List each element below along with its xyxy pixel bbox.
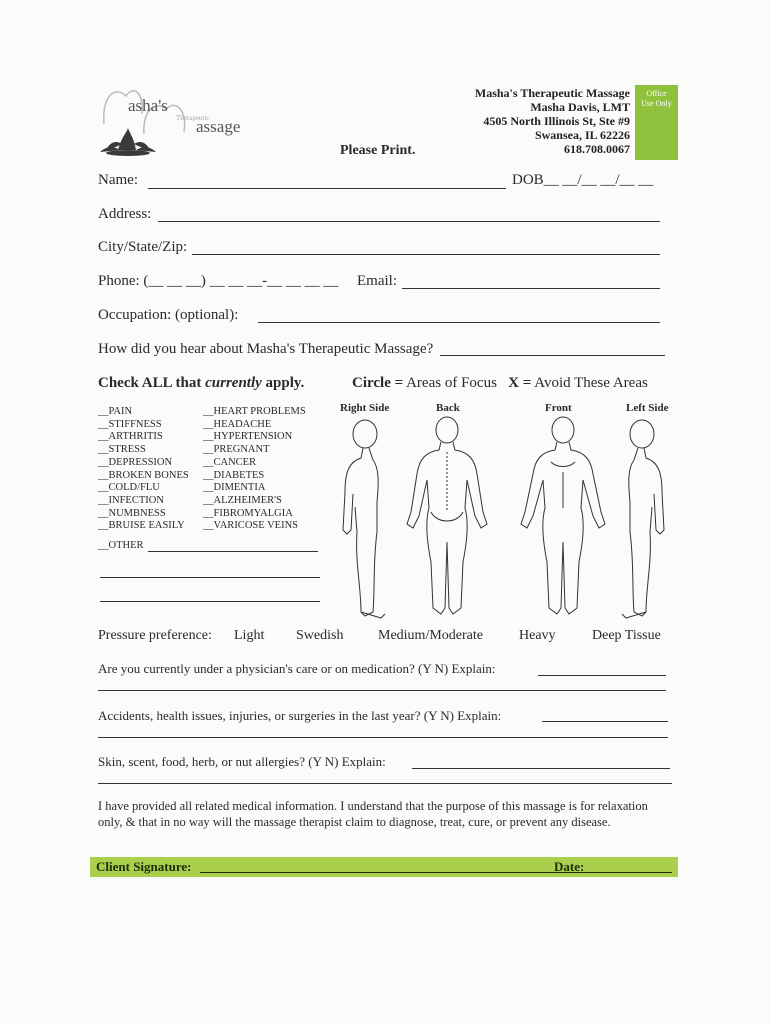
x-key: X = xyxy=(508,375,532,391)
body-left-side[interactable] xyxy=(622,420,664,618)
allergies-explain-field[interactable] xyxy=(412,768,670,769)
business-info xyxy=(475,86,630,156)
pressure-heavy[interactable]: Heavy xyxy=(519,628,556,643)
business-name: Masha's Therapeutic Massage xyxy=(474,86,630,100)
dob-field[interactable]: DOB__ __/__ __/__ __ xyxy=(512,172,654,188)
condition-item[interactable]: __PREGNANT xyxy=(203,444,270,456)
check-title-pre: Check ALL that xyxy=(98,375,206,391)
office-line2: Use Only xyxy=(641,99,672,108)
pressure-label: Pressure preference: xyxy=(98,628,212,643)
office-use-box xyxy=(635,85,678,160)
check-title xyxy=(98,375,304,392)
allergies-explain-line2[interactable] xyxy=(98,783,672,784)
email-field[interactable] xyxy=(402,288,660,289)
address-field[interactable] xyxy=(158,221,660,222)
other-field[interactable] xyxy=(148,551,318,552)
condition-item[interactable]: __DIMENTIA xyxy=(203,482,266,494)
body-diagrams[interactable] xyxy=(325,412,680,622)
hear-label: How did you hear about Masha's Therapeutic Massage? xyxy=(98,341,434,357)
pressure-medium[interactable]: Medium/Moderate xyxy=(378,628,483,643)
condition-item[interactable]: __VARICOSE VEINS xyxy=(203,520,299,532)
focus-legend xyxy=(352,375,648,392)
conditions-col2 xyxy=(203,406,306,533)
signature-label: Client Signature: xyxy=(96,859,192,874)
condition-item[interactable]: __CANCER xyxy=(203,456,257,468)
body-back[interactable] xyxy=(407,417,487,614)
x-text: Avoid These Areas xyxy=(531,375,648,391)
circle-key: Circle = xyxy=(352,375,404,391)
body-right-side[interactable] xyxy=(343,420,385,618)
other-label: __OTHER xyxy=(98,540,144,551)
condition-item[interactable]: __BRUISE EASILY xyxy=(98,520,185,532)
office-line1: Office xyxy=(646,89,667,98)
logo-line1: asha's xyxy=(128,96,168,115)
condition-item[interactable]: __HEART PROBLEMS xyxy=(203,406,306,417)
logo-small: Therapeutic xyxy=(176,114,210,122)
business-owner: Masha Davis, LMT xyxy=(530,100,630,114)
physician-explain-line2[interactable] xyxy=(98,690,666,691)
condition-item[interactable]: __STRESS xyxy=(98,444,146,456)
view-label-left: Left Side xyxy=(626,402,669,414)
view-label-right: Right Side xyxy=(340,402,390,414)
check-title-post: apply. xyxy=(261,375,305,391)
condition-item[interactable]: __PAIN xyxy=(98,406,133,417)
please-print: Please Print. xyxy=(340,143,416,158)
condition-item[interactable]: __HYPERTENSION xyxy=(203,431,293,443)
business-street: 4505 North Illinois St, Ste #9 xyxy=(483,114,630,128)
logo-graphic xyxy=(96,84,266,164)
condition-item[interactable]: __STIFFNESS xyxy=(98,418,162,430)
email-label: Email: xyxy=(357,273,397,289)
occupation-label: Occupation: (optional): xyxy=(98,307,239,323)
date-label: Date: xyxy=(554,859,585,874)
other-line-2[interactable] xyxy=(100,577,320,578)
condition-item[interactable]: __BROKEN BONES xyxy=(98,469,189,481)
name-field[interactable] xyxy=(148,188,506,189)
condition-item[interactable]: __DEPRESSION xyxy=(98,456,173,468)
view-label-back: Back xyxy=(436,402,460,414)
signature-bar xyxy=(90,857,678,877)
city-field[interactable] xyxy=(192,254,660,255)
occupation-field[interactable] xyxy=(258,322,660,323)
condition-item[interactable]: __NUMBNESS xyxy=(98,507,166,519)
logo xyxy=(96,84,266,164)
conditions-col1 xyxy=(98,406,189,533)
pressure-swedish[interactable]: Swedish xyxy=(296,628,344,643)
question-accidents: Accidents, health issues, injuries, or surgeries in the last year? (Y N) Explain: xyxy=(98,708,502,723)
condition-item[interactable]: __HEADACHE xyxy=(203,418,272,430)
date-field[interactable] xyxy=(590,872,672,873)
business-phone: 618.708.0067 xyxy=(564,142,630,156)
accidents-explain-field[interactable] xyxy=(542,721,668,722)
body-front[interactable] xyxy=(521,417,605,614)
condition-item[interactable]: __ARTHRITIS xyxy=(98,431,163,443)
question-allergies: Skin, scent, food, herb, or nut allergies? (Y N) Explain: xyxy=(98,754,386,769)
physician-explain-field[interactable] xyxy=(538,675,666,676)
logo-line2: assage xyxy=(196,117,241,136)
pressure-deep-tissue[interactable]: Deep Tissue xyxy=(592,628,661,643)
condition-item[interactable]: __ALZHEIMER'S xyxy=(203,494,282,506)
name-label: Name: xyxy=(98,172,138,188)
phone-field[interactable]: Phone: (__ __ __) __ __ __-__ __ __ __ xyxy=(98,273,339,289)
business-city: Swansea, IL 62226 xyxy=(534,128,630,142)
check-title-em: currently xyxy=(205,375,262,391)
lotus-icon xyxy=(100,128,156,156)
circle-text: Areas of Focus xyxy=(403,375,497,391)
consent-text: I have provided all related medical information. I understand that the purpose of this massage is for relaxation only, & that in no way will the massage therapist claim to diagnose, treat, cure, or prevent any disease. xyxy=(98,799,648,829)
hear-field[interactable] xyxy=(440,355,665,356)
condition-item[interactable]: __COLD/FLU xyxy=(98,482,160,494)
address-label: Address: xyxy=(98,206,152,222)
condition-item[interactable]: __FIBROMYALGIA xyxy=(203,507,293,519)
condition-item[interactable]: __INFECTION xyxy=(98,494,164,506)
city-label: City/State/Zip: xyxy=(98,239,188,255)
view-label-front: Front xyxy=(545,402,572,414)
question-physician: Are you currently under a physician's care or on medication? (Y N) Explain: xyxy=(98,661,496,676)
accidents-explain-line2[interactable] xyxy=(98,737,668,738)
other-line-3[interactable] xyxy=(100,601,320,602)
pressure-light[interactable]: Light xyxy=(234,628,265,643)
condition-item[interactable]: __DIABETES xyxy=(203,469,265,481)
